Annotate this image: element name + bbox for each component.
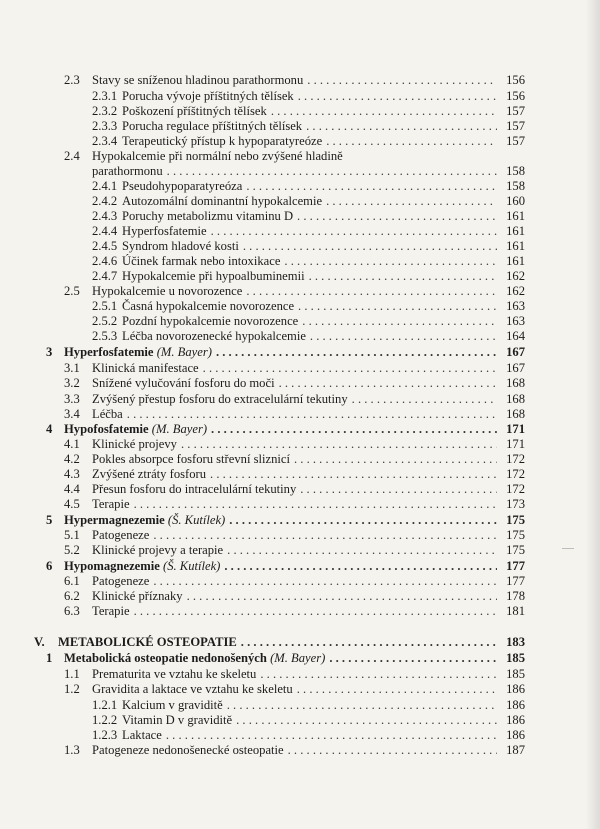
toc-entry-number: 1.2.1 <box>92 698 118 712</box>
dot-leader <box>181 437 497 452</box>
toc-entry-title-text: Laktace <box>122 728 162 742</box>
toc-entry-title-text: Terapie <box>92 497 130 511</box>
toc-entry-number: 6.2 <box>64 589 80 603</box>
toc-entry-title-text: Účinek farmak nebo intoxikace <box>122 254 281 268</box>
toc-entry <box>64 682 525 697</box>
toc-entry-number: 5 <box>46 513 53 527</box>
toc-entry <box>64 543 525 558</box>
toc-page-number: 160 <box>506 194 525 208</box>
toc-entry-number: 4.3 <box>64 467 80 481</box>
toc-entry-title <box>92 376 275 391</box>
toc-entry-title-text: Pozdní hypokalcemie novorozence <box>122 314 299 328</box>
toc-entry <box>64 604 525 619</box>
toc-entry <box>46 345 525 360</box>
toc-entry-title <box>92 528 149 543</box>
dot-leader <box>279 376 497 391</box>
dot-leader <box>134 497 497 512</box>
toc-entry <box>92 209 525 224</box>
dot-leader <box>216 345 497 360</box>
toc-entry-number: 5.2 <box>64 543 80 557</box>
toc-entry-number: 4.5 <box>64 497 80 511</box>
dot-leader <box>134 604 497 619</box>
toc-page-number: 158 <box>506 164 525 178</box>
toc-entry-author: (M. Bayer) <box>156 345 212 359</box>
toc-entry <box>92 164 525 179</box>
toc-entry-title <box>92 589 183 604</box>
dot-leader <box>167 164 497 179</box>
toc-page-number: 157 <box>506 134 525 148</box>
toc-entry-title-text: parathormonu <box>92 164 163 178</box>
toc-entry-number: 6.3 <box>64 604 80 618</box>
toc-entry-number: 1.2.3 <box>92 728 118 742</box>
dot-leader <box>352 392 497 407</box>
toc-page-number: 168 <box>506 392 525 406</box>
toc-entry-title-text: Vitamin D v graviditě <box>122 713 233 727</box>
toc-page-number: 185 <box>506 667 525 681</box>
dot-leader <box>302 314 497 329</box>
toc-entry-title <box>122 314 298 329</box>
toc-entry-number: 2.5.3 <box>92 329 118 343</box>
toc-entry-title <box>122 104 267 119</box>
toc-page-number: 178 <box>506 589 525 603</box>
toc-page-number: 157 <box>506 119 525 133</box>
toc-entry-number: 2.3.4 <box>92 134 118 148</box>
toc-entry-title <box>92 574 149 589</box>
toc-entry <box>92 254 525 269</box>
toc-entry-title-text: Hypokalcemie při hypoalbuminemii <box>122 269 305 283</box>
page-edge-shadow <box>586 0 600 829</box>
toc-page-number: 172 <box>506 467 525 481</box>
dot-leader <box>236 713 497 728</box>
toc-entry-title <box>92 284 242 299</box>
toc-entry-number: 2.3.2 <box>92 104 118 118</box>
dot-leader <box>329 651 497 666</box>
toc-entry-title-text: Hyperfosfatemie <box>64 345 154 359</box>
toc-entry <box>64 73 525 88</box>
dot-leader <box>309 269 497 284</box>
toc-entry-number: 1.2.2 <box>92 713 118 727</box>
toc-entry <box>92 179 525 194</box>
toc-entry-title <box>64 651 325 666</box>
toc-entry-title-text: Klinické příznaky <box>92 589 183 603</box>
toc-entry-title-text: Terapeutický přístup k hypoparatyreóze <box>122 134 323 148</box>
toc-entry <box>64 743 525 758</box>
toc-entry-title-text: Patogeneze <box>92 528 150 542</box>
dot-leader <box>229 513 497 528</box>
toc-entry-title <box>92 164 163 179</box>
toc-page-number: 177 <box>506 559 525 573</box>
toc-entry-number: 3.1 <box>64 361 80 375</box>
toc-page-number: 162 <box>506 284 525 298</box>
toc-entry-title-text: Časná hypokalcemie novorozence <box>122 299 295 313</box>
toc-entry-title <box>122 269 305 284</box>
toc-entry <box>46 651 525 666</box>
dot-leader <box>227 698 497 713</box>
toc-entry-number: 3.4 <box>64 407 80 421</box>
toc-entry-title-text: Poruchy metabolizmu vitaminu D <box>122 209 294 223</box>
toc-page-number: 168 <box>506 407 525 421</box>
dot-leader <box>210 467 497 482</box>
toc-entry-title <box>92 361 199 376</box>
dot-leader <box>297 209 497 224</box>
toc-entry <box>64 407 525 422</box>
toc-entry <box>64 467 525 482</box>
toc-entry-title <box>122 224 207 239</box>
toc-entry-title-text: Syndrom hladové kosti <box>122 239 239 253</box>
toc-entry <box>92 269 525 284</box>
toc-page-number: 187 <box>506 743 525 757</box>
toc-entry-title <box>92 452 290 467</box>
dot-leader <box>241 635 497 650</box>
toc-entry-title-text: Porucha regulace příštitných tělísek <box>122 119 303 133</box>
toc-entry-number: 2.4.2 <box>92 194 118 208</box>
toc-page-number: 172 <box>506 452 525 466</box>
dot-leader <box>127 407 497 422</box>
dot-leader <box>271 104 497 119</box>
toc-entry-title-text: Hyperfosfatemie <box>122 224 207 238</box>
toc-entry-number: 2.3 <box>64 73 80 87</box>
toc-entry-author: (M. Bayer) <box>270 651 326 665</box>
dot-leader <box>187 589 497 604</box>
toc-entry-title-text: Kalcium v graviditě <box>122 698 223 712</box>
toc-page-number: 161 <box>506 224 525 238</box>
toc-entry-number: 5.1 <box>64 528 80 542</box>
dot-leader <box>326 134 497 149</box>
toc-entry-title-text: Pseudohypoparatyreóza <box>122 179 243 193</box>
toc-entry <box>92 329 525 344</box>
toc-page-number: 163 <box>506 314 525 328</box>
dot-leader <box>211 224 497 239</box>
toc-entry <box>92 89 525 104</box>
toc-entry-number: 2.4 <box>64 149 80 163</box>
dot-leader <box>300 482 497 497</box>
toc-entry-number: 2.3.1 <box>92 89 118 103</box>
toc-entry <box>64 392 525 407</box>
toc-entry <box>92 224 525 239</box>
toc-entry-title-text: Terapie <box>92 604 130 618</box>
toc-entry-title <box>122 329 306 344</box>
toc-entry-title <box>122 698 223 713</box>
toc-entry-number: 4.1 <box>64 437 80 451</box>
toc-entry-title <box>92 73 303 88</box>
toc-entry-author: (Š. Kutílek) <box>163 559 221 573</box>
toc-entry <box>92 728 525 743</box>
toc-entry-title <box>122 209 293 224</box>
toc-entry-number: 4 <box>46 422 53 436</box>
toc-entry <box>92 119 525 134</box>
toc-page-number: 164 <box>506 329 525 343</box>
toc-page-number: 156 <box>506 89 525 103</box>
toc-entry-title-text: Hypermagnezemie <box>64 513 165 527</box>
toc-entry-number: 1 <box>46 651 53 665</box>
toc-entry <box>64 528 525 543</box>
toc-page-number: 175 <box>506 513 525 527</box>
toc-entry <box>92 698 525 713</box>
toc-entry-title-text: Patogeneze <box>92 574 150 588</box>
toc-entry-number: 2.4.4 <box>92 224 118 238</box>
toc-entry-title <box>92 467 206 482</box>
dot-leader <box>243 239 497 254</box>
toc-entry-number: 2.4.3 <box>92 209 118 223</box>
toc-entry-title-text: Porucha vývoje příštitných tělísek <box>122 89 294 103</box>
toc-entry-title-text: Stavy se sníženou hladinou parathormonu <box>92 73 304 87</box>
toc-entry-title-text: Klinické projevy <box>92 437 177 451</box>
toc-page-number: 167 <box>506 345 525 359</box>
toc-page-number: 186 <box>506 698 525 712</box>
dot-leader <box>298 89 497 104</box>
toc-entry-title-text: Poškození příštitných tělísek <box>122 104 267 118</box>
toc-entry-title <box>64 513 225 528</box>
toc-entry-number: 2.4.1 <box>92 179 118 193</box>
toc-entry-title <box>122 119 302 134</box>
toc-page-number: 161 <box>506 254 525 268</box>
toc-entry-title-text: Autozomální dominantní hypokalcemie <box>122 194 323 208</box>
toc-entry <box>92 104 525 119</box>
toc-entry-number: 1.1 <box>64 667 80 681</box>
toc-page-number: 175 <box>506 543 525 557</box>
toc-page-number: 175 <box>506 528 525 542</box>
toc-entry-title <box>64 559 220 574</box>
toc-entry-title <box>92 497 130 512</box>
toc-entry-title-text: Gravidita a laktace ve vztahu ke skeletu <box>92 682 293 696</box>
toc-entry-title <box>64 422 207 437</box>
dot-leader <box>306 119 497 134</box>
toc-entry-title <box>122 299 294 314</box>
toc-entry-number: 2.5.1 <box>92 299 118 313</box>
toc-entry <box>64 361 525 376</box>
toc-entry-author: (Š. Kutílek) <box>167 513 226 527</box>
toc-entry <box>46 559 525 574</box>
dot-leader <box>203 361 497 376</box>
toc-page-number: 158 <box>506 179 525 193</box>
toc-entry-title <box>92 407 123 422</box>
toc-entry-title-text: Snížené vylučování fosforu do moči <box>92 376 275 390</box>
toc-entry-title <box>92 682 293 697</box>
dot-leader <box>246 284 497 299</box>
toc-page-number: 181 <box>506 604 525 618</box>
toc-entry-title <box>122 239 239 254</box>
toc-page-number: 186 <box>506 713 525 727</box>
toc-entry <box>46 422 525 437</box>
toc-entry-title-text: Léčba <box>92 407 123 421</box>
toc-entry-number: 2.3.3 <box>92 119 118 133</box>
toc-entry-number: 6.1 <box>64 574 80 588</box>
toc-entry-title <box>122 194 322 209</box>
toc-entry-title <box>92 482 296 497</box>
toc-entry-title-text: Zvýšený přestup fosforu do extracelulární tekutiny <box>92 392 348 406</box>
toc-entry-number: 3 <box>46 345 53 359</box>
toc-entry-number: 2.5.2 <box>92 314 118 328</box>
toc-entry-title-text: Klinická manifestace <box>92 361 199 375</box>
toc-entry-title <box>122 89 294 104</box>
toc-entry-title <box>122 134 322 149</box>
toc-entry-title <box>122 254 280 269</box>
toc-page-number: 186 <box>506 728 525 742</box>
toc-entry-number: 2.4.5 <box>92 239 118 253</box>
toc-page-number: 177 <box>506 574 525 588</box>
toc-entry-title <box>92 543 223 558</box>
dot-leader <box>260 667 497 682</box>
dot-leader <box>298 299 497 314</box>
toc-page-number: 156 <box>506 73 525 87</box>
toc-entry-title-text: Léčba novorozenecké hypokalcemie <box>122 329 306 343</box>
toc-entry <box>92 314 525 329</box>
toc-entry <box>64 482 525 497</box>
toc-entry-number: 1.3 <box>64 743 80 757</box>
toc-entry-title-text: METABOLICKÉ OSTEOPATIE <box>58 635 237 649</box>
toc-entry <box>64 452 525 467</box>
toc-entry-title: Hypokalcemie při normální nebo zvýšené hladině <box>92 149 343 163</box>
dot-leader <box>310 329 497 344</box>
dot-leader <box>288 743 497 758</box>
toc-page-number: 173 <box>506 497 525 511</box>
toc-entry-number: 2.4.7 <box>92 269 118 283</box>
dot-leader <box>294 452 497 467</box>
toc-entry <box>64 667 525 682</box>
toc-entry <box>34 635 525 650</box>
toc-page-number: 162 <box>506 269 525 283</box>
dot-leader <box>153 528 497 543</box>
toc-entry <box>92 299 525 314</box>
toc-entry <box>64 497 525 512</box>
toc-entry-title <box>92 392 348 407</box>
toc-entry-title <box>64 345 212 360</box>
toc-entry <box>92 239 525 254</box>
toc-entry-title-text: Přesun fosforu do intracelulární tekutiny <box>92 482 297 496</box>
toc-page-number: 163 <box>506 299 525 313</box>
scan-mark <box>562 548 574 549</box>
dot-leader <box>297 682 497 697</box>
toc-entry-line <box>64 149 343 164</box>
toc-entry <box>64 284 525 299</box>
toc-page-number: 161 <box>506 239 525 253</box>
toc-entry-number: 1.2 <box>64 682 80 696</box>
toc-entry-number: 3.3 <box>64 392 80 406</box>
toc-entry-title <box>92 667 256 682</box>
toc-entry-title-text: Klinické projevy a terapie <box>92 543 224 557</box>
toc-entry-title-text: Metabolická osteopatie nedonošených <box>64 651 267 665</box>
dot-leader <box>166 728 497 743</box>
toc-page-number: 183 <box>506 635 525 649</box>
toc-page-number: 186 <box>506 682 525 696</box>
toc-entry <box>92 194 525 209</box>
toc-entry-number: 2.4.6 <box>92 254 118 268</box>
toc-entry-title-text: Hypokalcemie u novorozence <box>92 284 243 298</box>
toc-page-number: 167 <box>506 361 525 375</box>
dot-leader <box>246 179 497 194</box>
toc-page-number: 171 <box>506 437 525 451</box>
toc-entry-number: 2.5 <box>64 284 80 298</box>
toc-entry-number: V. <box>34 635 45 649</box>
dot-leader <box>224 559 497 574</box>
toc-entry-title <box>58 635 237 650</box>
toc-entry <box>64 589 525 604</box>
toc-page-number: 168 <box>506 376 525 390</box>
dot-leader <box>153 574 497 589</box>
toc-entry-title-text: Hypofosfatemie <box>64 422 149 436</box>
toc-entry <box>92 134 525 149</box>
toc-entry <box>64 437 525 452</box>
toc-page-number: 171 <box>506 422 525 436</box>
toc-entry-title <box>122 728 162 743</box>
toc-entry-title <box>92 743 284 758</box>
dot-leader <box>307 73 497 88</box>
dot-leader <box>211 422 497 437</box>
toc-entry-title <box>92 604 130 619</box>
toc-entry-title-text: Hypomagnezemie <box>64 559 160 573</box>
toc-page-number: 185 <box>506 651 525 665</box>
toc-entry-number: 4.2 <box>64 452 80 466</box>
toc-entry-number: 6 <box>46 559 53 573</box>
toc-entry-title-text: Zvýšené ztráty fosforu <box>92 467 207 481</box>
dot-leader <box>284 254 497 269</box>
toc-page-number: 161 <box>506 209 525 223</box>
toc-entry-author: (M. Bayer) <box>151 422 208 436</box>
toc-entry <box>46 513 525 528</box>
toc-entry <box>92 713 525 728</box>
toc-entry-title <box>92 437 177 452</box>
dot-leader <box>227 543 497 558</box>
toc-page-number: 172 <box>506 482 525 496</box>
toc-entry-number: 3.2 <box>64 376 80 390</box>
toc-entry-title-text: Prematurita ve vztahu ke skeletu <box>92 667 257 681</box>
toc-page-number: 157 <box>506 104 525 118</box>
toc-entry-title <box>122 713 232 728</box>
toc-entry <box>64 376 525 391</box>
dot-leader <box>326 194 497 209</box>
toc-entry-title <box>122 179 242 194</box>
toc-entry-title-text: Pokles absorpce fosforu střevní sliznicí <box>92 452 290 466</box>
toc-entry-number: 4.4 <box>64 482 80 496</box>
toc-entry <box>64 574 525 589</box>
toc-entry-title-text: Patogeneze nedonošenecké osteopatie <box>92 743 284 757</box>
